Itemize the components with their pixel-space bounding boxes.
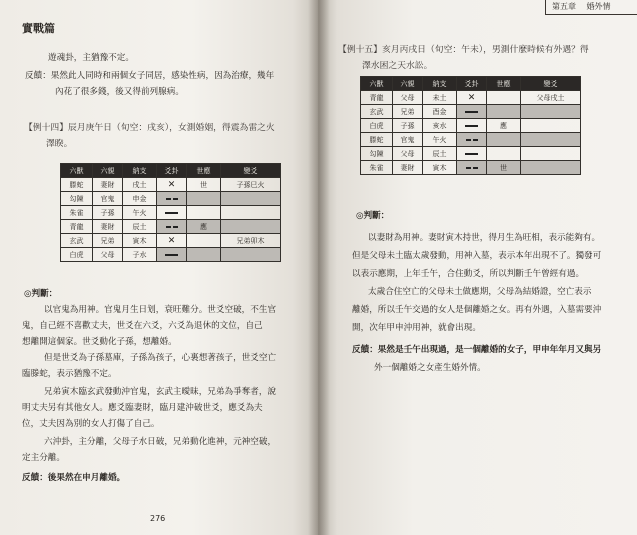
table-cell-change (521, 147, 581, 161)
table-row (61, 248, 281, 262)
table-cell-beast: 滕蛇 (61, 178, 93, 192)
table-cell-change (221, 206, 281, 220)
body-line: 以妻財為用神。妻財寅木持世，得月生為旺相，表示能夠有。 (368, 233, 601, 243)
table-cell-branch: 子水 (123, 248, 157, 262)
table-row (61, 178, 281, 192)
yao-symbol (457, 147, 487, 161)
table-cell-change (221, 220, 281, 234)
table-cell-kin: 官鬼 (393, 133, 423, 147)
table-cell-kin: 子孫 (93, 206, 123, 220)
table-header-row (61, 164, 281, 178)
body-line: 開，次年甲申沖用神，就會出現。 (352, 323, 481, 333)
table-cell-change (521, 119, 581, 133)
body-line: 太歲合住空亡的父母未土做應期，父母為結婚證，空亡表示 (368, 287, 592, 297)
yao-symbol (457, 105, 487, 119)
yao-symbol (157, 234, 187, 248)
table-cell-change (521, 161, 581, 175)
table-cell-beast: 朱雀 (61, 206, 93, 220)
table-cell-beast: 青龍 (361, 91, 393, 105)
body-line: 以官鬼為用神。官鬼月生日划，衰旺難分。世爻空破，不生官 (44, 305, 277, 315)
table-cell-pos (187, 248, 221, 262)
chapter-title: 婚外情 (586, 2, 611, 11)
left-page (0, 0, 318, 535)
moving-line-icon: ✕ (467, 92, 476, 103)
yang-line-icon (465, 125, 478, 127)
yin-line-icon (473, 167, 478, 169)
table-cell-pos (487, 91, 521, 105)
right-page (318, 0, 637, 535)
text-line: 內花了很多錢，後又得前列腺病。 (55, 87, 184, 97)
table-row (61, 220, 281, 234)
yao-symbol (157, 248, 187, 262)
yin-line-icon (173, 226, 178, 228)
yao-symbol (457, 161, 487, 175)
table-header-cell: 變爻 (221, 164, 281, 178)
yin-line-icon (166, 198, 171, 200)
body-line: 想離開這個家。世爻動化子孫，想離婚。 (22, 337, 177, 347)
running-head: 實戰篇 (22, 22, 55, 35)
table-cell-pos (187, 192, 221, 206)
moving-line-icon: ✕ (167, 179, 176, 190)
table-cell-beast: 玄武 (61, 234, 93, 248)
chapter-header (545, 0, 637, 15)
table-cell-kin: 父母 (93, 248, 123, 262)
body-line: 以表示應期，上年壬午，合住動爻，所以判斷壬午曾經有過。 (352, 269, 585, 279)
table-row (361, 147, 581, 161)
yin-line-icon (466, 139, 471, 141)
table-cell-pos (487, 105, 521, 119)
yao-symbol (157, 220, 187, 234)
table-cell-change: 兄弟卯木 (221, 234, 281, 248)
table-cell-pos: 應 (187, 220, 221, 234)
table-cell-branch: 寅木 (123, 234, 157, 248)
example-title-cont: 澤水困之天水訟。 (362, 61, 433, 71)
table-header-cell: 世應 (487, 77, 521, 91)
table-cell-change (521, 133, 581, 147)
table-header-cell: 納支 (423, 77, 457, 91)
yao-symbol (457, 91, 487, 105)
hexagram-table (360, 76, 581, 175)
example-title-cont: 澤睽。 (46, 139, 73, 149)
table-cell-pos: 應 (487, 119, 521, 133)
body-line: 鬼，自己經不喜歡丈夫，世爻在六爻，六爻為退休的文位，自己 (22, 321, 263, 331)
table-header-cell: 六獸 (361, 77, 393, 91)
table-header-cell: 變爻 (521, 77, 581, 91)
feedback-line: 外一個離婚之女產生婚外情。 (374, 363, 486, 373)
yao-symbol (457, 119, 487, 133)
body-line: 臨滕蛇，表示猶豫不定。 (22, 369, 117, 379)
table-header-cell: 世應 (187, 164, 221, 178)
table-cell-change: 子孫巳火 (221, 178, 281, 192)
yin-line-icon (466, 167, 471, 169)
body-line: 六沖卦，主分離，父母子水日破，兄弟動化進神，元神空破， (44, 437, 277, 447)
table-cell-branch: 辰土 (123, 220, 157, 234)
body-line: 兄弟寅木臨玄武發動沖官鬼，玄武主曖昧，兄弟為爭奪者，說 (44, 387, 277, 397)
text-line: 遊魂卦，主猶豫不定。 (48, 53, 134, 63)
table-cell-pos: 世 (487, 161, 521, 175)
table-cell-beast: 玄武 (361, 105, 393, 119)
table-cell-beast: 青龍 (61, 220, 93, 234)
book-gutter-shadow (308, 0, 330, 535)
body-line: 但是父母未土臨太歲發動，用神入墓，表示本年出現不了。獨發可 (352, 251, 602, 261)
table-cell-kin: 子孫 (393, 119, 423, 133)
table-cell-kin: 父母 (393, 91, 423, 105)
table-row (61, 192, 281, 206)
chapter-label: 第五章 (552, 2, 576, 11)
table-header-cell: 六親 (93, 164, 123, 178)
table-cell-change (221, 192, 281, 206)
yang-line-icon (465, 153, 478, 155)
body-line: 明丈夫另有其他女人。應爻臨妻財，臨月建沖破世爻，應爻為夫 (22, 403, 263, 413)
yao-symbol (457, 133, 487, 147)
table-cell-kin: 妻財 (93, 220, 123, 234)
table-cell-change (521, 105, 581, 119)
table-row (61, 206, 281, 220)
yang-line-icon (465, 111, 478, 113)
table-cell-branch: 辰土 (423, 147, 457, 161)
table-row (361, 133, 581, 147)
table-cell-beast: 白虎 (361, 119, 393, 133)
table-header-cell: 六獸 (61, 164, 93, 178)
table-cell-branch: 午火 (423, 133, 457, 147)
table-cell-kin: 妻財 (393, 161, 423, 175)
table-cell-beast: 滕蛇 (361, 133, 393, 147)
yang-line-icon (165, 212, 178, 214)
feedback-line: 反饋：果然此人同時和兩個女子同居，感染性病，因為治療，幾年 (25, 71, 275, 81)
body-line: 定主分離。 (22, 453, 65, 463)
table-row (361, 161, 581, 175)
yao-symbol (157, 206, 187, 220)
table-cell-change: 父母戌土 (521, 91, 581, 105)
table-cell-kin: 官鬼 (93, 192, 123, 206)
table-cell-pos (187, 206, 221, 220)
body-line: 但是世爻為子孫墓庫，子孫為孩子，心裏想著孩子，世爻空亡 (44, 353, 277, 363)
table-cell-kin: 父母 (393, 147, 423, 161)
page-number: 276 (150, 514, 166, 523)
table-cell-pos (487, 147, 521, 161)
feedback-line: 反饋：果然是壬午出現過，是一個離婚的女子，甲申年年月又與另 (352, 345, 602, 355)
feedback-line: 反饋：後果然在申月離婚。 (22, 473, 126, 483)
table-cell-beast: 勾陳 (61, 192, 93, 206)
moving-line-icon: ✕ (167, 235, 176, 246)
table-cell-branch: 午火 (123, 206, 157, 220)
table-cell-kin: 兄弟 (93, 234, 123, 248)
table-row (361, 119, 581, 133)
table-cell-branch: 寅木 (423, 161, 457, 175)
table-cell-branch: 酉金 (423, 105, 457, 119)
yang-line-icon (165, 254, 178, 256)
table-cell-beast: 朱雀 (361, 161, 393, 175)
judgement-heading: ◎判斷： (24, 289, 58, 299)
table-cell-branch: 未土 (423, 91, 457, 105)
example-title: 【例十四】辰月庚午日（旬空：戌亥），女測婚姻，得震為雷之火 (24, 123, 275, 133)
table-cell-branch: 申金 (123, 192, 157, 206)
table-cell-kin: 妻財 (93, 178, 123, 192)
table-header-cell: 爻卦 (157, 164, 187, 178)
body-line: 位，丈夫因為別的女人打傷了自己。 (22, 419, 160, 429)
table-cell-branch: 戌土 (123, 178, 157, 192)
table-row (361, 105, 581, 119)
table-header-cell: 六親 (393, 77, 423, 91)
yin-line-icon (473, 139, 478, 141)
yin-line-icon (166, 226, 171, 228)
table-cell-change (221, 248, 281, 262)
table-row (361, 91, 581, 105)
table-cell-beast: 勾陳 (361, 147, 393, 161)
table-cell-pos (187, 234, 221, 248)
table-cell-branch: 亥水 (423, 119, 457, 133)
example-title: 【例十五】亥月丙戌日（旬空：午未），男測什麼時候有外遇？得 (338, 45, 589, 55)
table-cell-pos: 世 (187, 178, 221, 192)
body-line: 離婚，所以壬午交過的女人是個離婚之女。再有外遇，入墓需要沖 (352, 305, 602, 315)
table-header-row (361, 77, 581, 91)
table-header-cell: 爻卦 (457, 77, 487, 91)
table-cell-beast: 白虎 (61, 248, 93, 262)
yao-symbol (157, 192, 187, 206)
judgement-heading: ◎判斷： (356, 211, 390, 221)
table-row (61, 234, 281, 248)
table-header-cell: 納支 (123, 164, 157, 178)
table-cell-kin: 兄弟 (393, 105, 423, 119)
yao-symbol (157, 178, 187, 192)
hexagram-table (60, 163, 281, 262)
table-cell-pos (487, 133, 521, 147)
yin-line-icon (173, 198, 178, 200)
